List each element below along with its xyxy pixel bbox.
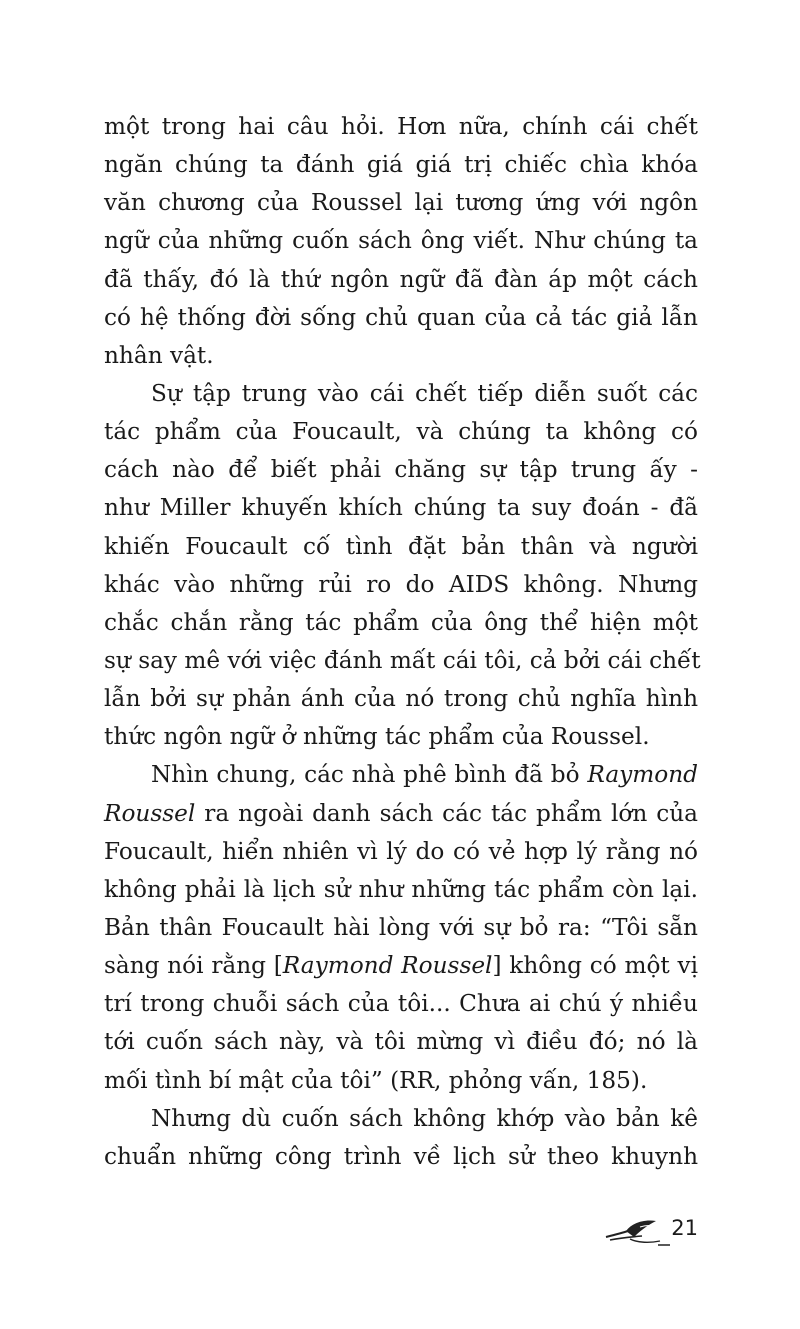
text-line [104,680,698,718]
text-line [104,184,698,222]
text-run: ngữ của những cuốn sách ông viết. Như chúng ta [104,227,698,255]
text-run: Sự tập trung vào cái chết tiếp diễn suốt các [151,379,698,407]
text-line [104,795,698,833]
text-line [104,299,698,337]
text-line [104,108,698,146]
text-run: như Miller khuyến khích chúng ta suy đoán - đã [104,494,698,522]
text-run: đã thấy, đó là thứ ngôn ngữ đã đàn áp một cách [104,265,698,293]
text-run: không phải là lịch sử như những tác phẩm còn lại. [104,875,698,903]
text-line [104,528,698,566]
text-run: chắc chắn rằng tác phẩm của ông thể hiện một [104,608,698,636]
text-run: Bản thân Foucault hài lòng với sự bỏ ra: “Tôi sẵn [104,913,698,941]
italic-title-run: Raymond [587,761,698,789]
italic-title-run: Raymond Roussel [282,952,493,980]
paragraph [104,375,701,756]
text-run: tới cuốn sách này, và tôi mừng vì điều đó; nó là [104,1028,698,1056]
body-text [104,108,701,1176]
text-line [104,756,698,794]
text-line [104,947,698,985]
text-line [104,1100,698,1138]
text-run: ngăn chúng ta đánh giá giá trị chiếc chìa khóa [104,151,698,179]
text-run: khiến Foucault cố tình đặt bản thân và người [104,532,698,560]
text-run: trí trong chuỗi sách của tôi... Chưa ai chú ý nhiều [104,990,698,1018]
text-line [104,1138,698,1176]
text-line [104,985,698,1023]
page-footer [600,1213,710,1253]
paragraph [104,756,698,1099]
text-run: lẫn bởi sự phản ánh của nó trong chủ nghĩa hình [104,685,698,713]
text-line [104,261,698,299]
text-run: ] không có một vị [492,952,698,980]
text-run: sàng nói rằng [ [104,952,283,980]
text-line [104,718,698,756]
text-run: ra ngoài danh sách các tác phẩm lớn của [195,799,698,827]
text-line [104,222,698,260]
text-line [104,642,701,680]
text-run: văn chương của Roussel lại tương ứng với ngôn [104,189,698,217]
text-line [104,833,698,871]
text-run: chuẩn những công trình về lịch sử theo khuynh [104,1142,698,1170]
text-line [104,375,698,413]
text-line [104,1062,698,1100]
text-run: một trong hai câu hỏi. Hơn nữa, chính cái chết [104,113,698,140]
italic-title-run: Roussel [104,799,196,827]
text-line [104,146,698,184]
text-line [104,489,698,527]
text-line [104,871,698,909]
text-run: Nhìn chung, các nhà phê bình đã bỏ [151,761,588,789]
text-run: Foucault, hiển nhiên vì lý do có vẻ hợp lý rằng nó [104,837,698,865]
text-run: khác vào những rủi ro do AIDS không. Nhưng [104,570,698,598]
text-run: có hệ thống đời sống chủ quan của cả tác giả lẫn [104,303,698,331]
text-line [104,1023,698,1061]
text-run: Nhưng dù cuốn sách không khớp vào bản kê [151,1104,698,1132]
text-line [104,337,698,375]
page-number: 21 [671,1216,698,1240]
paragraph [104,108,698,375]
pen-quill-ornament-icon [600,1213,670,1249]
paragraph [104,1100,698,1176]
text-line [104,604,698,642]
text-line [104,413,698,451]
text-run: thức ngôn ngữ ở những tác phẩm của Roussel. [104,723,650,751]
text-run: sự say mê với việc đánh mất cái tôi, cả bởi cái chết [104,646,701,674]
text-run: tác phẩm của Foucault, và chúng ta không có [104,418,698,446]
text-run: mối tình bí mật của tôi” (RR, phỏng vấn, 185). [104,1066,648,1094]
text-line [104,909,698,947]
text-run: nhân vật. [104,341,214,369]
text-line [104,451,698,489]
text-run: cách nào để biết phải chăng sự tập trung ấy - [104,456,698,484]
text-line [104,566,698,604]
